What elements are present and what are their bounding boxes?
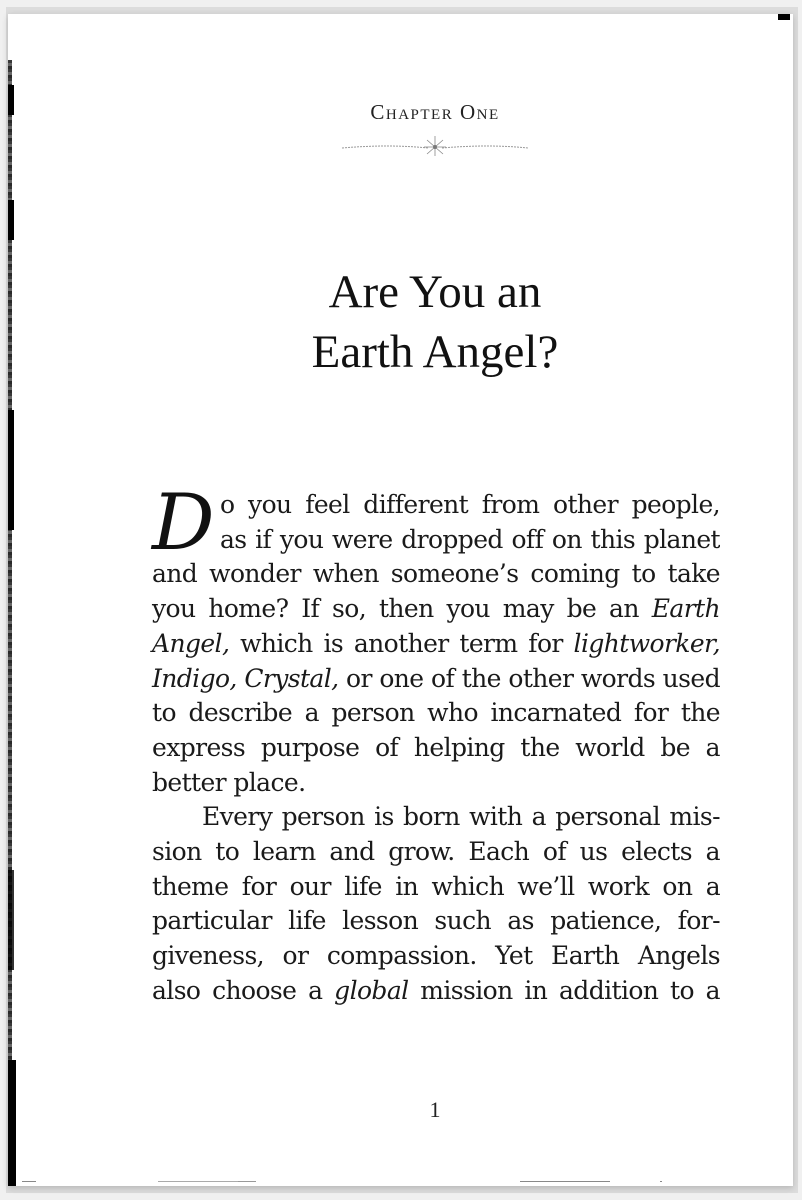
text-line	[152, 592, 720, 627]
text-line: to describe a person who incarnated for the	[152, 698, 720, 728]
scan-edge-mark	[8, 1060, 16, 1186]
text-line	[152, 974, 720, 1009]
text-span: which is another term for	[229, 628, 574, 658]
chapter-title	[0, 262, 802, 382]
text-line	[152, 627, 720, 662]
text-span: or one of the other words used	[338, 663, 720, 693]
chapter-title-line-1: Are You an	[328, 266, 542, 318]
text-line: as if you were dropped off on this planet	[219, 524, 720, 554]
page-number: 1	[429, 1097, 441, 1122]
paragraph-2	[152, 800, 720, 1008]
text-span: you home? If so, then you may be an	[152, 594, 652, 624]
text-line: o you feel different from other people,	[219, 490, 720, 519]
chapter-label: Chapter One	[370, 100, 500, 124]
flourish-divider-icon	[338, 134, 532, 156]
text-line: sion to learn and grow. Each of us elects a	[152, 837, 720, 867]
text-line: theme for our life in which we’ll work on a	[152, 871, 720, 901]
emphasis-text: Indigo, Crystal,	[152, 663, 339, 693]
text-line: giveness, or compassion. Yet Earth Angels	[152, 941, 720, 971]
scan-edge-mark	[8, 870, 14, 970]
body-text	[152, 478, 720, 1009]
text-line	[152, 662, 720, 697]
scan-edge-mark	[8, 410, 14, 530]
text-span: also choose a	[152, 975, 335, 1005]
drop-cap: D	[152, 478, 214, 568]
emphasis-text: Angel,	[152, 628, 230, 658]
emphasis-text: Earth	[651, 594, 720, 624]
scan-artifact-line	[158, 1181, 246, 1182]
scan-edge-mark	[8, 200, 14, 240]
scan-artifact-line	[520, 1181, 610, 1182]
text-line: particular life lesson such as patience, for-	[152, 906, 720, 936]
emphasis-text: lightworker,	[573, 628, 720, 658]
text-line: and wonder when someone’s coming to take	[152, 559, 720, 589]
scan-artifact-line	[660, 1181, 662, 1182]
text-line: better place.	[152, 767, 306, 797]
paragraph-1	[152, 478, 720, 800]
emphasis-text: global	[334, 975, 409, 1005]
text-line: express purpose of helping the world be a	[152, 732, 720, 762]
text-line: Every person is born with a personal mis-	[202, 802, 720, 832]
text-span: mission in addition to a	[408, 975, 720, 1005]
scan-corner-mark	[778, 14, 790, 20]
scan-artifact-line	[238, 1181, 256, 1182]
scan-artifact-line	[22, 1181, 36, 1182]
chapter-title-line-2: Earth Angel?	[311, 326, 559, 378]
